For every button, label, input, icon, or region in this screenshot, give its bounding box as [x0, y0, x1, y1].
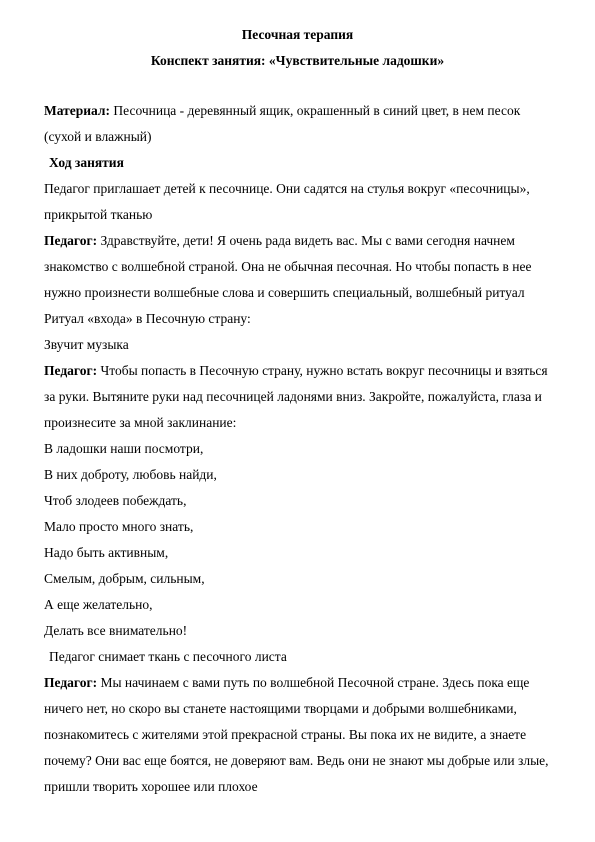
speech-text: Здравствуйте, дети! Я очень рада видеть вас. Мы с вами сегодня начнем [97, 233, 515, 248]
speech-text: Мы начинаем с вами путь по волшебной Песочной стране. Здесь пока еще [97, 675, 530, 690]
course-heading: Ход занятия [49, 155, 124, 170]
poem-line: Надо быть активным, [44, 545, 169, 560]
material-paragraph-line-2: (сухой и влажный) [44, 129, 152, 144]
speech-line: произнесите за мной заклинание: [44, 415, 237, 430]
intro-line: Педагог приглашает детей к песочнице. Они садятся на стулья вокруг «песочницы», [44, 181, 530, 196]
poem-line: Чтоб злодеев побеждать, [44, 493, 187, 508]
poem-line: В них доброту, любовь найди, [44, 467, 217, 482]
speaker-label: Педагог: [44, 675, 98, 690]
document-title: Песочная терапия [241, 27, 354, 42]
speech-text: Чтобы попасть в Песочную страну, нужно встать вокруг песочницы и взяться [97, 363, 548, 378]
material-text: Песочница - деревянный ящик, окрашенный в синий цвет, в нем песок [110, 103, 521, 118]
material-label: Материал: [44, 103, 110, 118]
speaker-label: Педагог: [44, 363, 98, 378]
poem-line: Делать все внимательно! [44, 623, 188, 638]
intro-line: прикрытой тканью [44, 207, 153, 222]
speech-line: познакомитесь с жителями этой прекрасной страны. Вы пока их не видите, а знаете [44, 727, 527, 742]
speech-line [44, 675, 529, 691]
poem-line: А еще желательно, [44, 597, 153, 612]
speech-line: знакомство с волшебной страной. Она не обычная песочная. Но чтобы попасть в нее [44, 259, 532, 274]
music-remark: Звучит музыка [44, 337, 129, 352]
poem-line: В ладошки наши посмотри, [44, 441, 204, 456]
speech-line: почему? Они вас еще боятся, не доверяют вам. Ведь они не знают мы добрые или злые, [44, 753, 549, 768]
poem-line: Смелым, добрым, сильным, [44, 571, 205, 586]
speech-line: нужно произнести волшебные слова и совершить специальный, волшебный ритуал [44, 285, 525, 300]
poem-line: Мало просто много знать, [44, 519, 194, 534]
speech-line [44, 233, 515, 249]
document-subtitle: Конспект занятия: «Чувствительные ладошки» [150, 53, 445, 68]
speaker-label: Педагог: [44, 233, 98, 248]
speech-line: за руки. Вытяните руки над песочницей ладонями вниз. Закройте, пожалуйста, глаза и [44, 389, 542, 404]
speech-line: пришли творить хорошее или плохое [44, 779, 258, 794]
material-paragraph-line-1 [44, 103, 520, 119]
speech-line: Ритуал «входа» в Песочную страну: [44, 311, 251, 326]
speech-line [44, 363, 548, 379]
stage-remark: Педагог снимает ткань с песочного листа [49, 649, 287, 664]
speech-line: ничего нет, но скоро вы станете настоящими творцами и добрыми волшебниками, [44, 701, 517, 716]
